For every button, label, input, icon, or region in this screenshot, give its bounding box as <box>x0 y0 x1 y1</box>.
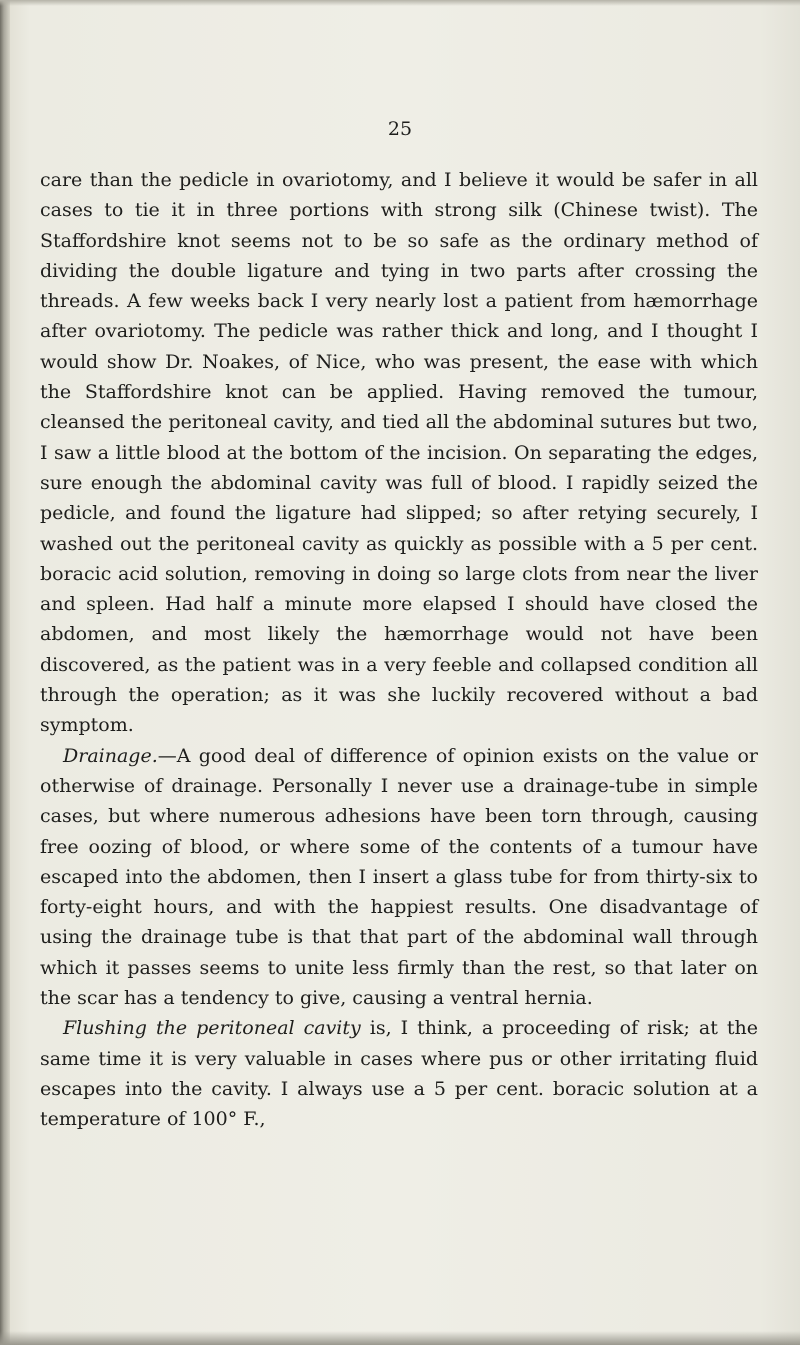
drainage-heading: Drainage. <box>63 744 158 767</box>
page-number: 25 <box>387 118 413 140</box>
drainage-text: —A good deal of difference of opinion exists on the value or otherwise of drainage. Personally I never use a drainage-tube in simple cases, but where numerous adhesions have been torn through, causing free oozing of blood, or where some of the contents of a tumour have escaped into the abdomen, then I insert a glass tube for from thirty-six to forty-eight hours, and with the happiest results. One disadvantage of using the drainage tube is that that part of the abdominal wall through which it passes seems to unite less firmly than the rest, so that later on the scar has a tendency to give, causing a ventral hernia. <box>40 744 758 1010</box>
page-top-edge <box>0 0 800 6</box>
paragraph-drainage <box>40 741 758 1014</box>
body-text <box>40 165 758 1135</box>
paragraph-flushing <box>40 1013 758 1134</box>
page-binding-shadow <box>0 0 10 1345</box>
paragraph-continuation: care than the pedicle in ovariotomy, and I believe it would be safer in all cases to tie it in three portions with strong silk (Chinese twist). The Staffordshire knot seems not to be so safe as the ordinary method of dividing the double ligature and tying in two parts after crossing the threads. A few weeks back I very nearly lost a patient from hæmorrhage after ovariotomy. The pedicle was rather thick and long, and I thought I would show Dr. Noakes, of Nice, who was present, the ease with which the Staffordshire knot can be applied. Having removed the tumour, cleansed the peritoneal cavity, and tied all the abdominal sutures but two, I saw a little blood at the bottom of the incision. On separating the edges, sure enough the abdominal cavity was full of blood. I rapidly seized the pedicle, and found the ligature had slipped; so after retying securely, I washed out the peritoneal cavity as quickly as possible with a 5 per cent. boracic acid solution, removing in doing so large clots from near the liver and spleen. Had half a minute more elapsed I should have closed the abdomen, and most likely the hæmorrhage would not have been discovered, as the patient was in a very feeble and collapsed condition all through the operation; as it was she luckily recovered without a bad symptom. <box>40 169 758 737</box>
flushing-heading: Flushing the peritoneal cavity <box>63 1017 361 1040</box>
page-bottom-edge <box>0 1331 800 1345</box>
flushing-text: is, I think, a proceeding of risk; at the same time it is very valuable in cases where pus or other irritating fluid escapes into the cavity. I always use a 5 per cent. boracic solution at a temperature of 100° F., <box>40 1017 758 1131</box>
